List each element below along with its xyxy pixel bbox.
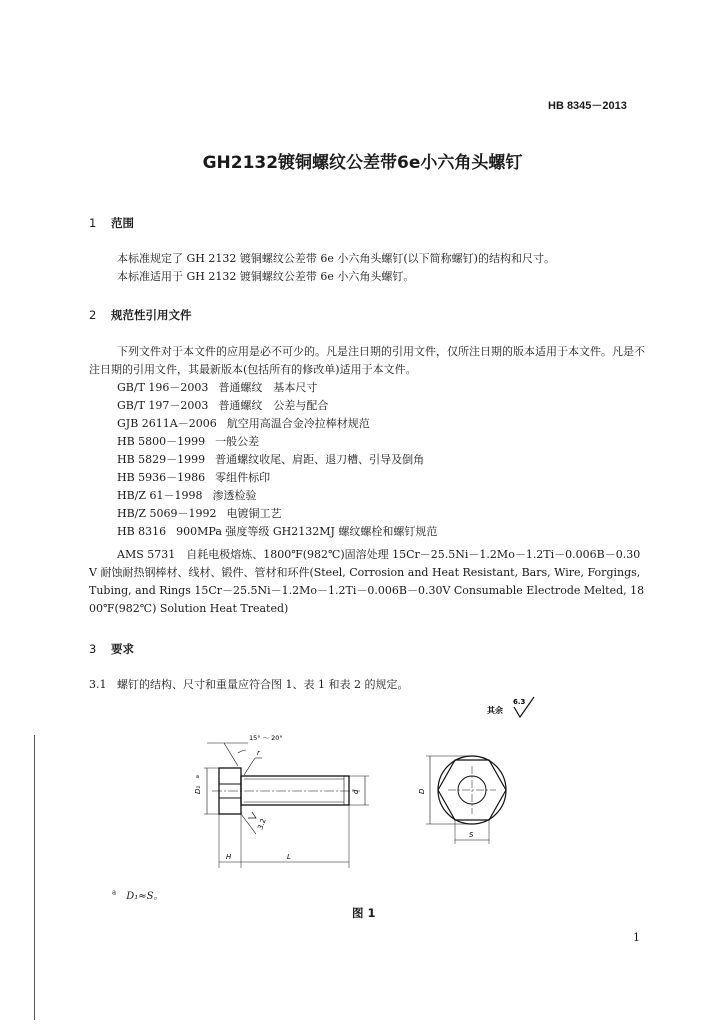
reference-title: 电镀铜工艺 <box>226 507 282 520</box>
reference-item <box>117 433 437 451</box>
chamfer-label: 3.2 <box>256 817 268 831</box>
section-title: 规范性引用文件 <box>111 308 192 322</box>
section-number: 3 <box>89 642 97 656</box>
reference-code: HB/Z 5069－1992 <box>117 507 217 520</box>
reference-item <box>117 523 437 541</box>
ams-code: AMS 5731 <box>117 548 176 561</box>
reference-item <box>117 415 437 433</box>
reference-list <box>117 379 437 541</box>
reference-title: 零组件标印 <box>215 471 271 484</box>
section-1-heading <box>89 215 134 231</box>
l-label: L <box>287 853 291 861</box>
d1-label: D₁ <box>194 785 202 794</box>
roughness-label: 其余 <box>487 706 503 715</box>
reference-item <box>117 487 437 505</box>
reference-title: 普通螺纹收尾、肩距、退刀槽、引导及倒角 <box>215 453 425 466</box>
footnote-text: D₁≈S。 <box>126 891 164 902</box>
section-3-heading <box>89 641 134 657</box>
section-2-heading <box>89 307 192 323</box>
d-label: d <box>352 789 360 794</box>
roughness-value: 6.3 <box>513 698 526 706</box>
references-intro: 下列文件对于本文件的应用是必不可少的。凡是注日期的引用文件，仅所注日期的版本适用于本文件。凡是不注日期的引用文件，其最新版本(包括所有的修改单)适用于本文件。 <box>89 345 645 376</box>
reference-item <box>117 451 437 469</box>
clause-number: 3.1 <box>89 678 107 691</box>
reference-title: 900MPa 强度等级 GH2132MJ 螺纹螺栓和螺钉规范 <box>176 525 438 538</box>
reference-code: GJB 2611A－2006 <box>117 417 217 430</box>
reference-title: 渗透检验 <box>212 489 257 502</box>
reference-code: HB/Z 61－1998 <box>117 489 203 502</box>
reference-code: HB 5936－1986 <box>117 471 206 484</box>
binding-margin-line <box>34 735 35 1020</box>
bolt-end-view <box>426 756 506 844</box>
S-label: S <box>469 831 474 839</box>
h-label: H <box>226 853 232 861</box>
ams-reference <box>89 546 645 618</box>
page-number: 1 <box>633 931 640 944</box>
page-title: GH2132镀铜螺纹公差带6e小六角头螺钉 <box>202 153 523 173</box>
section-number: 2 <box>89 308 97 322</box>
footnote-mark: a <box>112 888 117 897</box>
reference-title: 航空用高温合金冷拉棒材规范 <box>226 417 370 430</box>
reference-item <box>117 397 437 415</box>
section-number: 1 <box>89 216 97 230</box>
reference-item <box>117 505 437 523</box>
reference-code: HB 5829－1999 <box>117 453 206 466</box>
reference-code: GB/T 196－2003 <box>117 381 209 394</box>
scope-paragraph-1: 本标准规定了 GH 2132 镀铜螺纹公差带 6e 小六角头螺钉(以下简称螺钉)的结构和尺寸。 <box>117 252 555 265</box>
bolt-side-view <box>204 743 369 868</box>
scope-paragraph-2: 本标准适用于 GH 2132 镀铜螺纹公差带 6e 小六角头螺钉。 <box>117 270 415 283</box>
angle-label: 15° ～ 20° <box>249 734 283 742</box>
reference-code: GB/T 197－2003 <box>117 399 209 412</box>
reference-code: HB 8316 <box>117 525 167 538</box>
reference-code: HB 5800－1999 <box>117 435 206 448</box>
section-title: 要求 <box>111 642 134 656</box>
reference-title: 一般公差 <box>215 435 260 448</box>
r-label: r <box>257 749 260 757</box>
clause-text: 螺钉的结构、尺寸和重量应符合图 1、表 1 和表 2 的规定。 <box>117 678 409 691</box>
figure-1-drawing <box>0 690 725 890</box>
D-label: D <box>418 788 426 794</box>
ams-text: 自耗电极熔炼、1800℉(982℃)固溶处理 15Cr－25.5Ni－1.2Mo－1.2Ti－0.006B－0.30V 耐蚀耐热钢棒材、线材、锻件、管材和环件(Steel, Corrosion and Heat Resistant, Bars, Wire, Forgings, Tubing, and Rings 15Cr－25.5Ni－1.2Mo－1.2Ti－0.006B－0.30V Consumable Electrode Melted, 1800℉(982℃) Solution Heat Treated) <box>89 548 645 615</box>
reference-title: 普通螺纹 基本尺寸 <box>218 381 318 394</box>
reference-title: 普通螺纹 公差与配合 <box>218 399 329 412</box>
document-code: HB 8345－2013 <box>548 100 627 112</box>
d1-footnote-mark: a <box>196 774 200 780</box>
reference-item <box>117 379 437 397</box>
section-title: 范围 <box>111 216 134 230</box>
reference-item <box>117 469 437 487</box>
figure-footnote <box>112 887 163 902</box>
figure-caption: 图 1 <box>352 906 376 920</box>
